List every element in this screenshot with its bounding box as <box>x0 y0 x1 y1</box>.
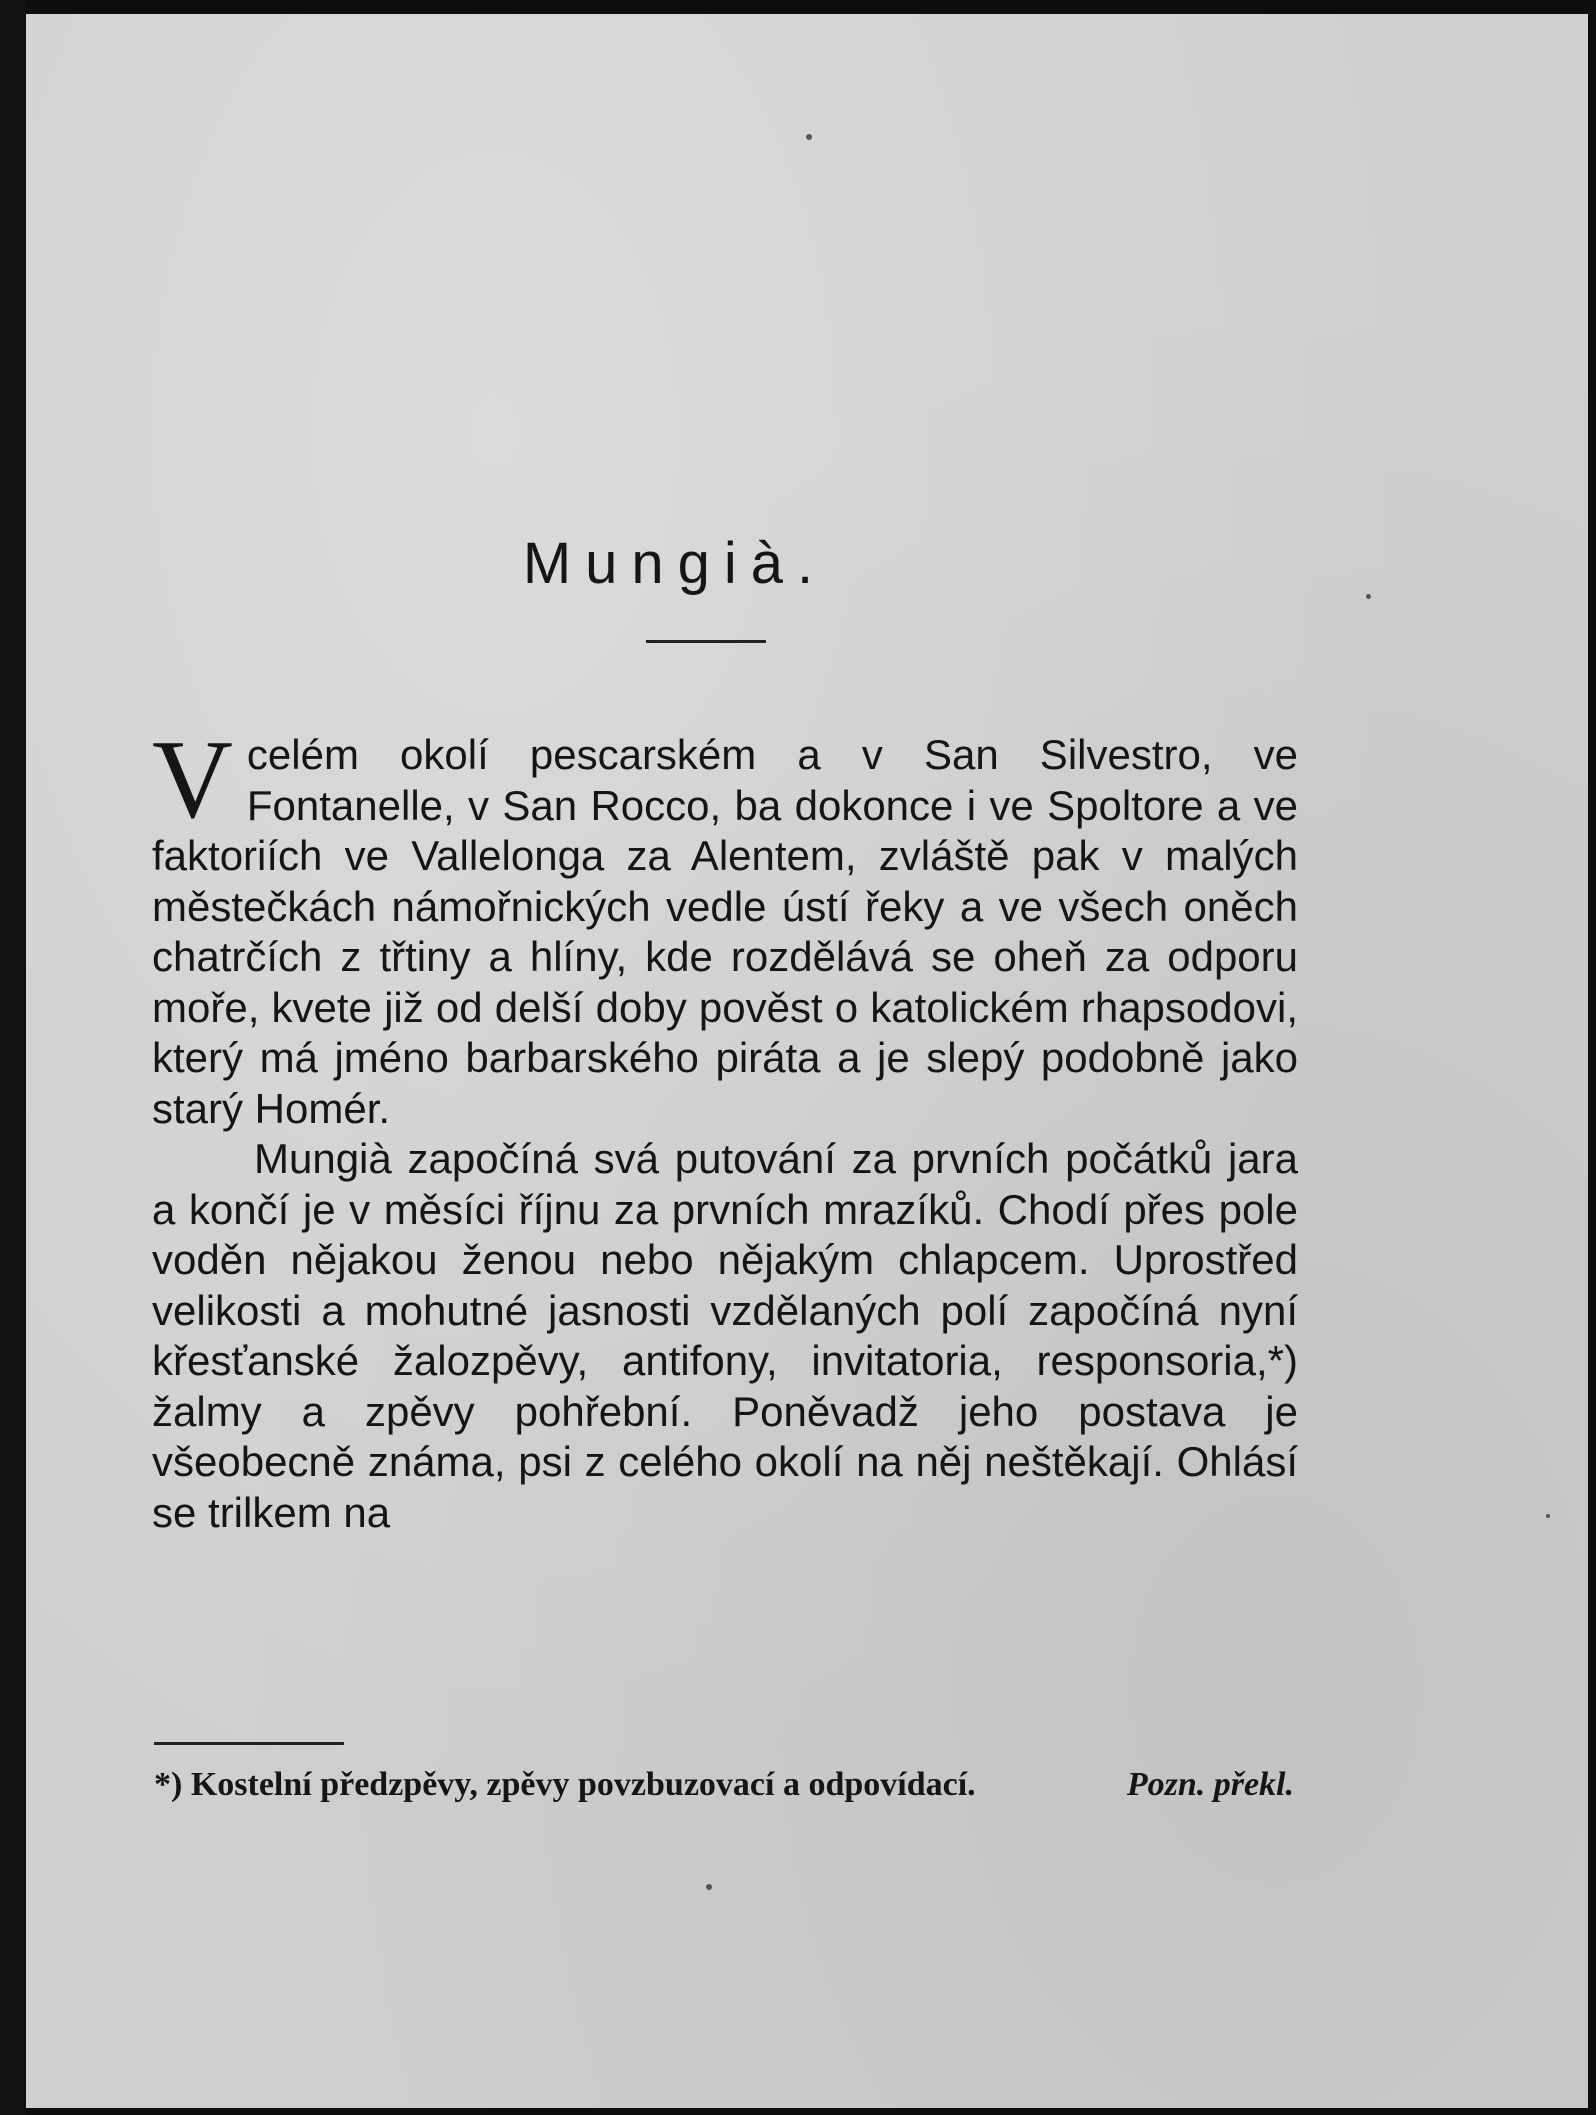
ink-speck <box>806 134 812 140</box>
paragraph-1 <box>152 718 1298 1134</box>
page-edge-left <box>0 0 26 2115</box>
footnote-text: *) Kostelní předzpěvy, zpěvy povzbuzovací a odpovídací. <box>154 1766 976 1803</box>
body-text <box>152 718 1298 1538</box>
ink-speck <box>1366 594 1371 599</box>
chapter-title: Mungià. <box>522 531 828 596</box>
ink-speck <box>1546 1514 1550 1518</box>
footnote <box>154 1763 1294 1807</box>
translator-note: Pozn. překl. <box>1126 1766 1294 1803</box>
paragraph-1-text: celém okolí pescarském a v San Silvestro, ve Fontanelle, v San Rocco, ba dokonce i ve Spoltore a ve faktoriích ve Vallelonga za Alentem, zvláště pak v malých městečkách námořnických vedle ústí řeky a ve všech oněch chatrčích z třtiny a hlíny, kde rozdělává se oheň za odporu moře, kvete již od delší doby pověst o katolickém rhapsodovi, který má jméno barbarského piráta a je slepý podobně jako starý Homér. <box>152 731 1298 1132</box>
paragraph-2: Mungià započíná svá putování za prvních počátků jara a končí je v měsíci říjnu za prvních mrazíků. Chodí přes pole voděn nějakou ženou nebo nějakým chlapcem. Uprostřed velikosti a mohutné jasnosti vzdělaných polí započíná nyní křesťanské žalozpěvy, antifony, invitatoria, responsoria,*) žalmy a zpěvy pohřební. Poněvadž jeho postava je všeobecně známa, psi z celého okolí na něj neštěkají. Ohlásí se trilkem na <box>152 1135 1298 1536</box>
title-rule <box>646 640 766 643</box>
footnote-rule <box>154 1742 344 1745</box>
drop-cap: V <box>152 718 233 842</box>
ink-speck <box>706 1884 712 1890</box>
